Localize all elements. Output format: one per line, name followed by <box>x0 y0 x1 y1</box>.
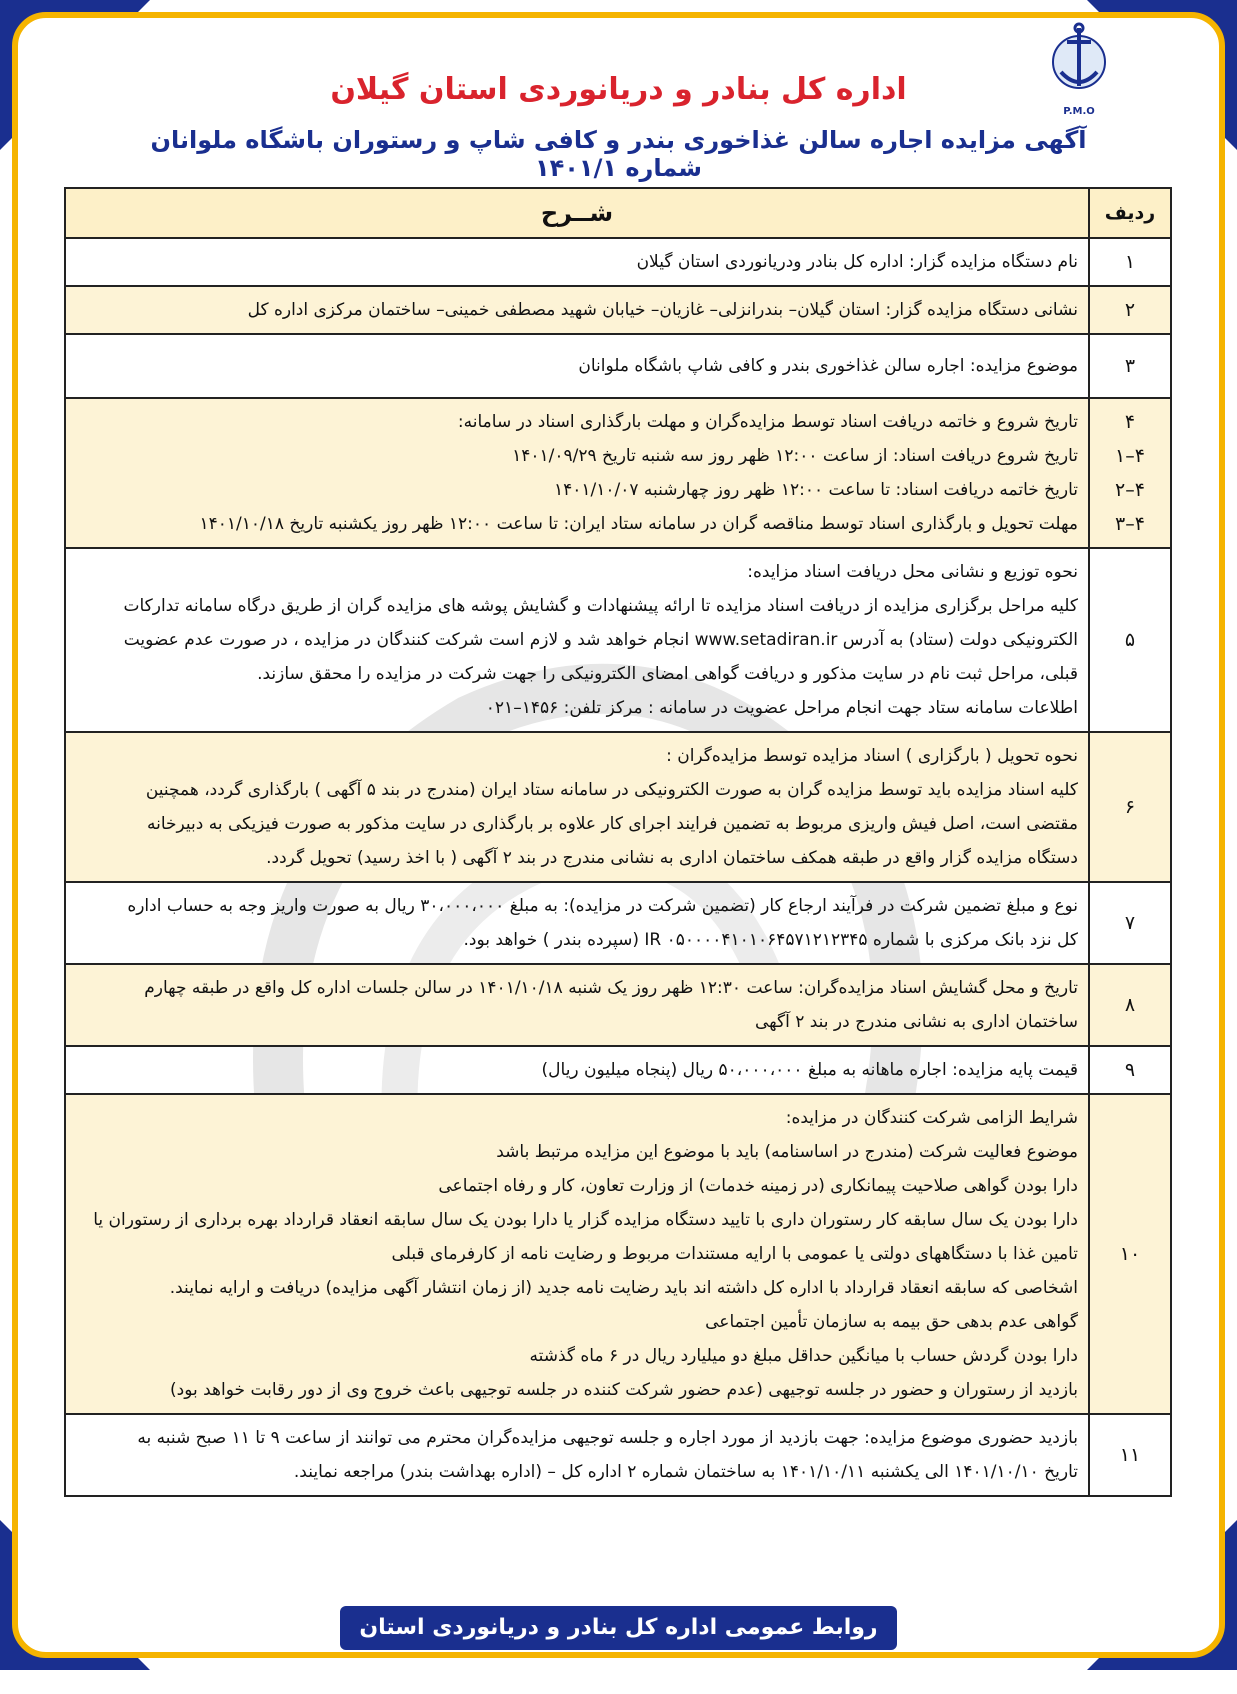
row-line: دستگاه مزایده گزار واقع در طبقه همکف ساختمان اداری به نشانی مندرج در بند ۲ آگهی ( با اخذ رسید) تحویل گردد. <box>266 848 1078 868</box>
row-line: کلیه مراحل برگزاری مزایده از دریافت اسناد مزایده تا ارائه پیشنهادات و گشایش پوشه های مزایده گران از طریق درگاه سامانه تدارکات <box>123 596 1078 616</box>
row-number: ۹ <box>1089 1046 1171 1094</box>
row-number: ۸ <box>1089 964 1171 1046</box>
table-row <box>65 1094 1171 1414</box>
row-description <box>65 398 1089 548</box>
notice-table <box>64 187 1172 1497</box>
row-line: دارا بودن یک سال سابقه کار رستوران داری با تایید دستگاه مزایده گزار یا دارا بودن یک سال سابقه انعقاد قرارداد بهره برداری از رستوران یا <box>93 1210 1078 1230</box>
logo-text: P.M.O <box>1063 106 1095 117</box>
page-title: اداره کل بنادر و دریانوردی استان گیلان <box>330 72 907 107</box>
row-description <box>65 882 1089 964</box>
row-line: گواهی عدم بدهی حق بیمه به سازمان تأمین اجتماعی <box>705 1312 1078 1332</box>
row-number <box>1089 398 1171 548</box>
row-line: موضوع فعالیت شرکت (مندرج در اساسنامه) باید با موضوع این مزایده مرتبط باشد <box>496 1142 1078 1162</box>
row-description <box>65 1094 1089 1414</box>
row-line: مهلت تحویل و بارگذاری اسناد توسط مناقصه گران در سامانه ستاد ایران: تا ساعت ۱۲:۰۰ ظهر روز یکشنبه تاریخ ۱۴۰۱/۱۰/۱۸ <box>199 514 1078 534</box>
row-line: تاریخ شروع دریافت اسناد: از ساعت ۱۲:۰۰ ظهر روز سه شنبه تاریخ ۱۴۰۱/۰۹/۲۹ <box>512 446 1078 466</box>
row-line: مقتضی است، اصل فیش واریزی مربوط به تضمین فرایند اجرای کار علاوه بر بارگذاری در سایت مذکور به صورت فیزیکی به دبیرخانه <box>147 814 1078 834</box>
row-number: ۱۰ <box>1089 1094 1171 1414</box>
row-line: نشانی دستگاه مزایده گزار: استان گیلان– بندرانزلی– غازیان– خیابان شهید مصطفی خمینی– ساختمان مرکزی اداره کل <box>247 300 1078 320</box>
row-line: تاریخ شروع و خاتمه دریافت اسناد توسط مزایده‌گران و مهلت بارگذاری اسناد در سامانه: <box>457 412 1078 432</box>
row-number-line: ۴–۱ <box>1115 445 1145 467</box>
row-line: ساختمان اداری به نشانی مندرج در بند ۲ آگهی <box>754 1012 1078 1032</box>
row-description <box>65 964 1089 1046</box>
table-row <box>65 238 1171 286</box>
organization-logo <box>1043 20 1115 120</box>
row-line: کلیه اسناد مزایده باید توسط مزایده گران به صورت الکترونیکی در سامانه ستاد ایران (مندرج در بند ۵ آگهی ) بارگذاری گردد، همچنین <box>145 780 1078 800</box>
row-number-line: ۴–۳ <box>1115 513 1145 535</box>
row-line: تاریخ ۱۴۰۱/۱۰/۱۰ الی یکشنبه ۱۴۰۱/۱۰/۱۱ به ساختمان شماره ۲ اداره کل – (اداره بهداشت بندر) مراجعه نمایند. <box>293 1462 1078 1482</box>
row-line: بازدید از رستوران و حضور در جلسه توجیهی (عدم حضور شرکت کننده در جلسه توجیهی باعث خروج وی از دور رقابت خواهد بود) <box>170 1380 1078 1400</box>
row-line: دارا بودن گردش حساب با میانگین حداقل مبلغ دو میلیارد ریال در ۶ ماه گذشته <box>529 1346 1078 1366</box>
row-line: دارا بودن گواهی صلاحیت پیمانکاری (در زمینه خدمات) از وزارت تعاون، کار و رفاه اجتماعی <box>438 1176 1078 1196</box>
table-header-row <box>65 188 1171 238</box>
row-line: تاریخ و محل گشایش اسناد مزایده‌گران: ساعت ۱۲:۳۰ ظهر روز یک شنبه ۱۴۰۱/۱۰/۱۸ در سالن جلسات اداره کل واقع در طبقه چهارم <box>144 978 1078 998</box>
row-line: نحوه تحویل ( بارگزاری ) اسناد مزایده توسط مزایده‌گران : <box>666 746 1078 766</box>
row-number: ۵ <box>1089 548 1171 732</box>
table-row <box>65 882 1171 964</box>
row-description <box>65 238 1089 286</box>
anchor-icon <box>1049 20 1109 100</box>
row-line: بازدید حضوری موضوع مزایده: جهت بازدید از مورد اجاره و جلسه توجیهی مزایده‌گران محترم می توانند از ساعت ۹ تا ۱۱ صبح شنبه به <box>137 1428 1078 1448</box>
table-row <box>65 1046 1171 1094</box>
row-number-line: ۴–۲ <box>1115 479 1145 501</box>
row-description <box>65 548 1089 732</box>
row-number-line: ۴ <box>1124 411 1136 433</box>
row-description <box>65 1414 1089 1496</box>
row-line: موضوع مزایده: اجاره سالن غذاخوری بندر و کافی شاپ باشگاه ملوانان <box>578 356 1078 376</box>
row-number: ۶ <box>1089 732 1171 882</box>
table-row <box>65 732 1171 882</box>
row-line: نوع و مبلغ تضمین شرکت در فرآیند ارجاع کار (تضمین شرکت در مزایده): به مبلغ ۳۰،۰۰۰،۰۰۰ ریال به صورت واریز وجه به حساب اداره <box>127 896 1078 916</box>
page-subtitle: آگهی مزایده اجاره سالن غذاخوری بندر و کافی شاپ و رستوران باشگاه ملوانان شماره ۱۴۰۱/۱ <box>150 126 1087 182</box>
row-number: ۱۱ <box>1089 1414 1171 1496</box>
table-row <box>65 334 1171 398</box>
row-line: قیمت پایه مزایده: اجاره ماهانه به مبلغ ۵۰،۰۰۰،۰۰۰ ریال (پنجاه میلیون ریال) <box>541 1060 1078 1080</box>
row-line: نحوه توزیع و نشانی محل دریافت اسناد مزایده: <box>747 562 1078 582</box>
row-description <box>65 1046 1089 1094</box>
row-number: ۲ <box>1089 286 1171 334</box>
table-row <box>65 1414 1171 1496</box>
table-row <box>65 398 1171 548</box>
table-row <box>65 548 1171 732</box>
row-line: الکترونیکی دولت (ستاد) به آدرس www.setadiran.ir انجام خواهد شد و لازم است شرکت کنندگان در مزایده ، در صورت عدم عضویت <box>123 630 1078 650</box>
row-description <box>65 732 1089 882</box>
row-line: اشخاصی که سابقه انعقاد قرارداد با اداره کل داشته اند باید رضایت نامه جدید (از زمان انتشار آگهی مزایده) دریافت و ارایه نمایند. <box>169 1278 1078 1298</box>
row-line: اطلاعات سامانه ستاد جهت انجام مراحل عضویت در سامانه : مرکز تلفن: ۱۴۵۶–۰۲۱ <box>485 698 1078 718</box>
row-number: ۱ <box>1089 238 1171 286</box>
row-number: ۳ <box>1089 334 1171 398</box>
row-line: شرایط الزامی شرکت کنندگان در مزایده: <box>785 1108 1078 1128</box>
footer-banner: روابط عمومی اداره کل بنادر و دریانوردی استان گیلان <box>340 1606 897 1650</box>
row-line: نام دستگاه مزایده گزار: اداره کل بنادر ودریانوردی استان گیلان <box>636 252 1078 272</box>
table-row <box>65 964 1171 1046</box>
table-row <box>65 286 1171 334</box>
column-header-description: شــرح <box>65 188 1089 238</box>
row-number: ۷ <box>1089 882 1171 964</box>
column-header-row-number: ردیف <box>1089 188 1171 238</box>
row-line: تاریخ خاتمه دریافت اسناد: تا ساعت ۱۲:۰۰ ظهر روز چهارشنبه ۱۴۰۱/۱۰/۰۷ <box>554 480 1078 500</box>
row-line: کل نزد بانک مرکزی با شماره IR ۰۵۰۰۰۰۴۱۰۱۰۶۴۵۷۱۲۱۲۳۴۵ (سپرده بندر ) خواهد بود. <box>463 930 1078 950</box>
row-description <box>65 286 1089 334</box>
row-line: تامین غذا با دستگاههای دولتی یا عمومی با ارایه مستندات مربوط و رضایت نامه از کارفرمای قبلی <box>391 1244 1078 1264</box>
row-description <box>65 334 1089 398</box>
row-line: قبلی، مراحل ثبت نام در سایت مذکور و دریافت گواهی امضای الکترونیکی را جهت شرکت در مزایده را محقق سازند. <box>257 664 1078 684</box>
